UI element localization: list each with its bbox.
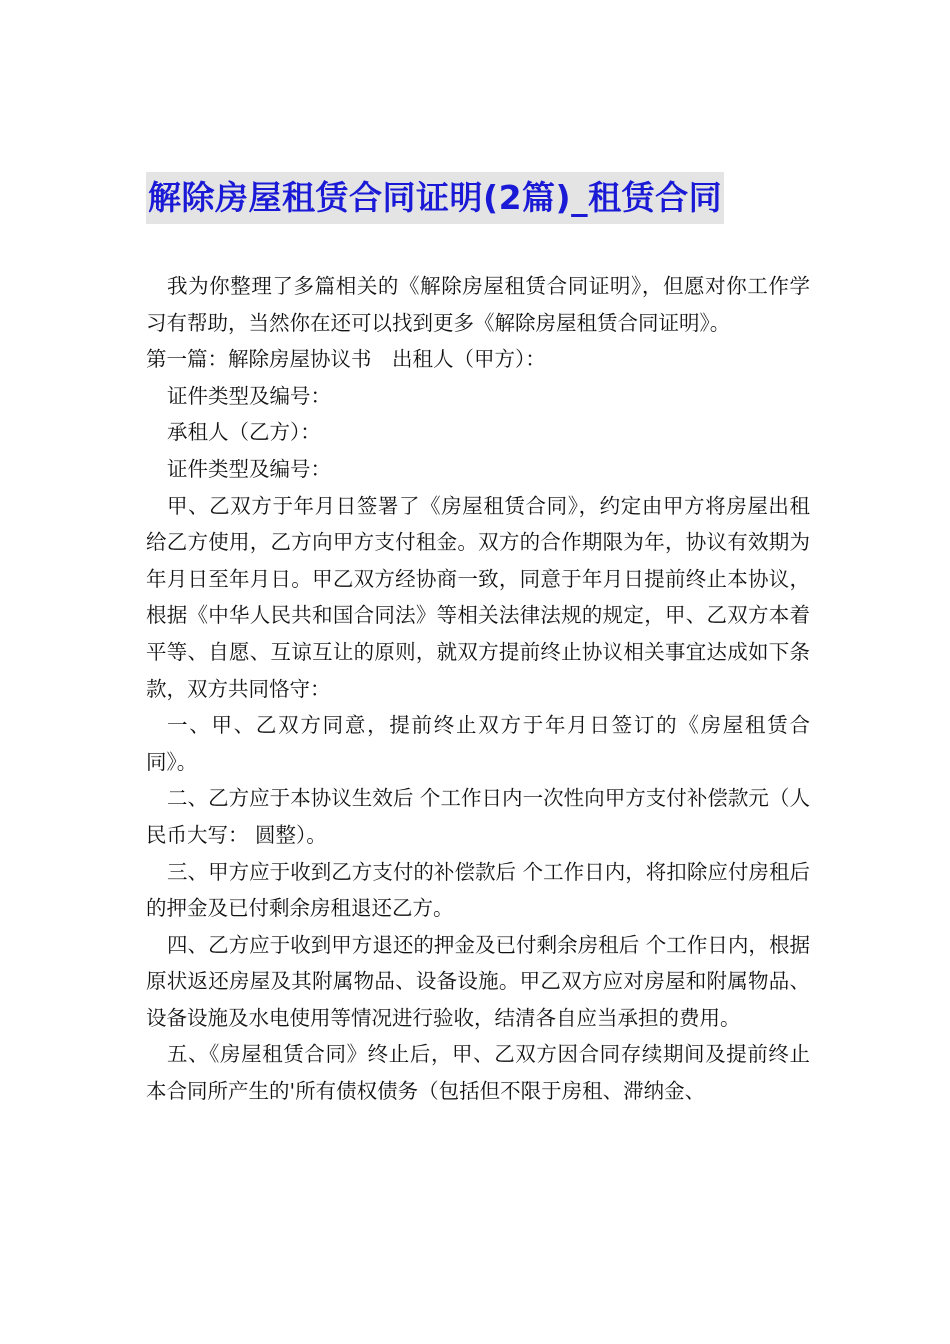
paragraph-clause-4: 四、乙方应于收到甲方退还的押金及已付剩余房租后 个工作日内，根据原状返还房屋及其附属物品、设备设施。甲乙双方应对房屋和附属物品、设备设施及水电使用等情况进行验收，结清各自应当承担的费用。 — [146, 932, 810, 1030]
title-container — [146, 172, 806, 224]
paragraph-lessee-id: 证件类型及编号： — [167, 456, 331, 481]
paragraph-section-heading: 第一篇：解除房屋协议书 出租人（甲方）： — [146, 347, 546, 372]
paragraph-clause-1: 一、甲、乙双方同意，提前终止双方于年月日签订的《房屋租赁合同》。 — [146, 713, 810, 774]
paragraph-preamble: 甲、乙双方于年月日签署了《房屋租赁合同》，约定由甲方将房屋出租给乙方使用，乙方向甲方支付租金。双方的合作期限为年，协议有效期为年月日至年月日。甲乙双方经协商一致，同意于年月日提前终止本协议，根据《中华人民共和国合同法》等相关法律法规的规定，甲、乙双方本着平等、自愿、互谅互让的原则，就双方提前终止协议相关事宜达成如下条款，双方共同恪守： — [146, 493, 810, 701]
document-body — [146, 268, 810, 1110]
paragraph-clause-2: 二、乙方应于本协议生效后 个工作日内一次性向甲方支付补偿款元（人民币大写： 圆整）。 — [146, 786, 810, 847]
document-title: 解除房屋租赁合同证明(2篇)_租赁合同 — [146, 172, 724, 224]
paragraph-intro: 我为你整理了多篇相关的《解除房屋租赁合同证明》，但愿对你工作学习有帮助，当然你在还可以找到更多《解除房屋租赁合同证明》。 — [146, 274, 810, 335]
paragraph-clause-3: 三、甲方应于收到乙方支付的补偿款后 个工作日内，将扣除应付房租后的押金及已付剩余房租退还乙方。 — [146, 859, 810, 921]
paragraph-lessee: 承租人（乙方）： — [167, 420, 321, 445]
paragraph-lessor-id: 证件类型及编号： — [167, 383, 331, 408]
paragraph-clause-5: 五、《房屋租赁合同》终止后，甲、乙双方因合同存续期间及提前终止本合同所产生的'所有债权债务（包括但不限于房租、滞纳金、 — [146, 1042, 810, 1104]
